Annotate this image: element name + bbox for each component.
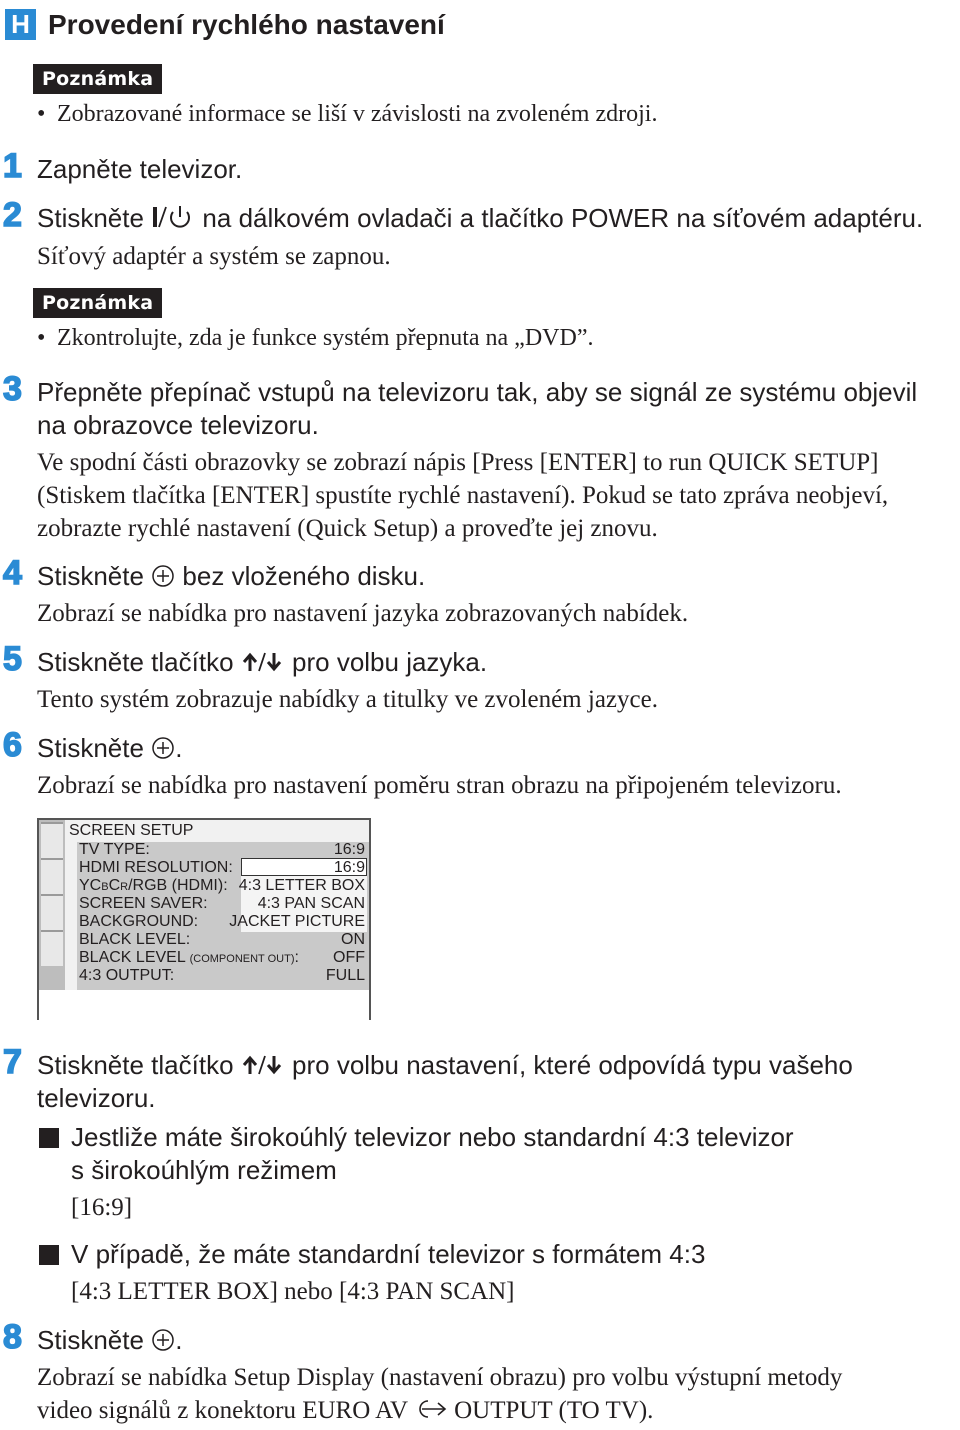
- note-label: Poznámka: [33, 288, 162, 318]
- option-value: [16:9]: [71, 1194, 133, 1221]
- setup-row-tv-type: [79, 841, 367, 859]
- step-text-pre: Stiskněte: [37, 203, 144, 233]
- section-letter-badge: H: [5, 9, 36, 40]
- row-value: 4:3 LETTER BOX: [238, 877, 365, 894]
- step-instruction: Zapněte televizor.: [37, 154, 243, 184]
- step-description: (Stiskem tlačítka [ENTER] spustíte rychlé nastavení). Pokud se tato zpráva neobjeví,: [37, 482, 889, 509]
- step-description: zobrazte rychlé nastavení (Quick Setup) a proveďte jej znovu.: [37, 515, 658, 542]
- label-subscript: B: [101, 881, 109, 893]
- row-value: FULL: [325, 967, 365, 984]
- step-text-pre: Stiskněte: [37, 733, 144, 763]
- note-text: Zkontrolujte, zda je funkce systém přepnuta na „DVD”.: [57, 325, 594, 351]
- step-text-post: bez vloženého disku.: [182, 561, 426, 591]
- sidebar-cell: [41, 858, 63, 894]
- row-label: 4:3 OUTPUT:: [79, 967, 175, 984]
- screen-setup-display: [37, 818, 371, 1020]
- desc-text-post: OUTPUT (TO TV).: [454, 1397, 654, 1424]
- menu-sidebar: [39, 820, 65, 990]
- row-value: 16:9: [333, 841, 365, 858]
- step-text-pre: Stiskněte tlačítko: [37, 1050, 234, 1080]
- option-heading: Jestliže máte širokoúhlý televizor nebo standardní 4:3 televizor: [71, 1122, 794, 1152]
- row-label: TV TYPE:: [79, 841, 150, 858]
- note-text: Zobrazované informace se liší v závislosti na zvoleném zdroji.: [57, 101, 658, 127]
- step-instruction: Přepněte přepínač vstupů na televizoru tak, aby se signál ze systému objevil: [37, 377, 918, 407]
- row-label: SCREEN SAVER:: [79, 895, 208, 912]
- step-number: 1: [3, 147, 22, 185]
- square-bullet-icon: [39, 1245, 59, 1265]
- row-value: OFF: [333, 949, 365, 966]
- step-number: 2: [3, 196, 22, 234]
- step-text-post: .: [175, 733, 183, 763]
- setup-row-background: [79, 913, 367, 931]
- step-number: 8: [3, 1318, 22, 1356]
- step-instruction: [37, 202, 923, 238]
- label-part: BLACK LEVEL: [79, 949, 186, 966]
- setup-row-black-level: [79, 931, 367, 949]
- step-number: 6: [3, 726, 22, 764]
- label-subscript: R: [120, 881, 129, 893]
- row-label: [79, 949, 299, 968]
- step-description: Síťový adaptér a systém se zapnou.: [37, 243, 391, 270]
- step-instruction-cont: televizoru.: [37, 1083, 156, 1113]
- step-description: Zobrazí se nabídka pro nastavení jazyka zobrazovaných nabídek.: [37, 600, 689, 627]
- step-instruction: [37, 1324, 182, 1360]
- label-part: :: [294, 949, 299, 966]
- option-heading-cont: s širokoúhlým režimem: [71, 1155, 337, 1185]
- step-text-pre: Stiskněte: [37, 1325, 144, 1355]
- step-text-post: .: [175, 1325, 183, 1355]
- enter-button-icon: [151, 563, 175, 596]
- label-part: C: [108, 877, 121, 894]
- step-description: Zobrazí se nabídka Setup Display (nastavení obrazu) pro volbu výstupní metody: [37, 1364, 843, 1391]
- step-instruction: [37, 1049, 853, 1085]
- step-description: Ve spodní části obrazovky se zobrazí nápis [Press [ENTER] to run QUICK SETUP]: [37, 449, 879, 476]
- step-instruction: [37, 646, 487, 682]
- row-value: ON: [341, 931, 365, 948]
- sidebar-cell: [41, 822, 63, 858]
- step-number: 3: [3, 370, 22, 408]
- step-text-pre: Stiskněte: [37, 561, 144, 591]
- row-value: 4:3 PAN SCAN: [257, 895, 365, 912]
- up-down-arrows-icon: [241, 649, 285, 682]
- option-heading: V případě, že máte standardní televizor s formátem 4:3: [71, 1239, 706, 1269]
- step-description: Zobrazí se nabídka pro nastavení poměru stran obrazu na připojeném televizoru.: [37, 772, 842, 799]
- label-small: (COMPONENT OUT): [189, 953, 295, 965]
- output-arrow-icon: [414, 1397, 448, 1430]
- step-text-post: pro volbu nastavení, které odpovídá typu vašeho: [292, 1050, 853, 1080]
- step-instruction: [37, 560, 425, 596]
- setup-row-screen-saver: [79, 895, 367, 913]
- label-part: /RGB (HDMI):: [128, 877, 228, 894]
- square-bullet-icon: [39, 1128, 59, 1148]
- setup-row-hdmi-resolution: [79, 859, 367, 877]
- setup-row-43-output: [79, 967, 367, 985]
- note-bullet: • Zkontrolujte, zda je funkce systém přepnuta na „DVD”.: [37, 325, 594, 351]
- step-number: 5: [3, 640, 22, 678]
- step-description: Tento systém zobrazuje nabídky a titulky ve zvoleném jazyce.: [37, 686, 658, 713]
- label-part: YC: [79, 877, 102, 894]
- setup-row-black-level-component: [79, 949, 367, 967]
- up-down-arrows-icon: [241, 1052, 285, 1085]
- enter-button-icon: [151, 1327, 175, 1360]
- step-instruction-cont: na obrazovce televizoru.: [37, 410, 319, 440]
- step-instruction: [37, 732, 182, 768]
- power-icon: [151, 204, 195, 238]
- sidebar-cell: [41, 930, 63, 966]
- note-label: Poznámka: [33, 64, 162, 94]
- screen-setup-title: SCREEN SETUP: [69, 822, 194, 839]
- note-bullet: • Zobrazované informace se liší v závislosti na zvoleném zdroji.: [37, 101, 658, 127]
- row-value: 16:9: [333, 859, 365, 876]
- step-number: 7: [3, 1043, 22, 1081]
- desc-text-pre: video signálů z konektoru EURO AV: [37, 1397, 408, 1424]
- step-text-post: na dálkovém ovladači a tlačítko POWER na síťovém adaptéru.: [202, 203, 924, 233]
- sidebar-cell: [41, 894, 63, 930]
- step-text-pre: Stiskněte tlačítko: [37, 647, 234, 677]
- enter-button-icon: [151, 735, 175, 768]
- row-label: HDMI RESOLUTION:: [79, 859, 233, 876]
- page-title: Provedení rychlého nastavení: [48, 9, 445, 40]
- step-description: [37, 1394, 653, 1430]
- setup-row-ycbcr: [79, 877, 367, 895]
- row-label: BACKGROUND:: [79, 913, 199, 930]
- step-number: 4: [3, 554, 22, 592]
- option-value: [4:3 LETTER BOX] nebo [4:3 PAN SCAN]: [71, 1278, 515, 1305]
- step-text-post: pro volbu jazyka.: [292, 647, 488, 677]
- row-label: BLACK LEVEL:: [79, 931, 191, 948]
- row-label: [79, 877, 228, 896]
- row-value: JACKET PICTURE: [229, 913, 365, 930]
